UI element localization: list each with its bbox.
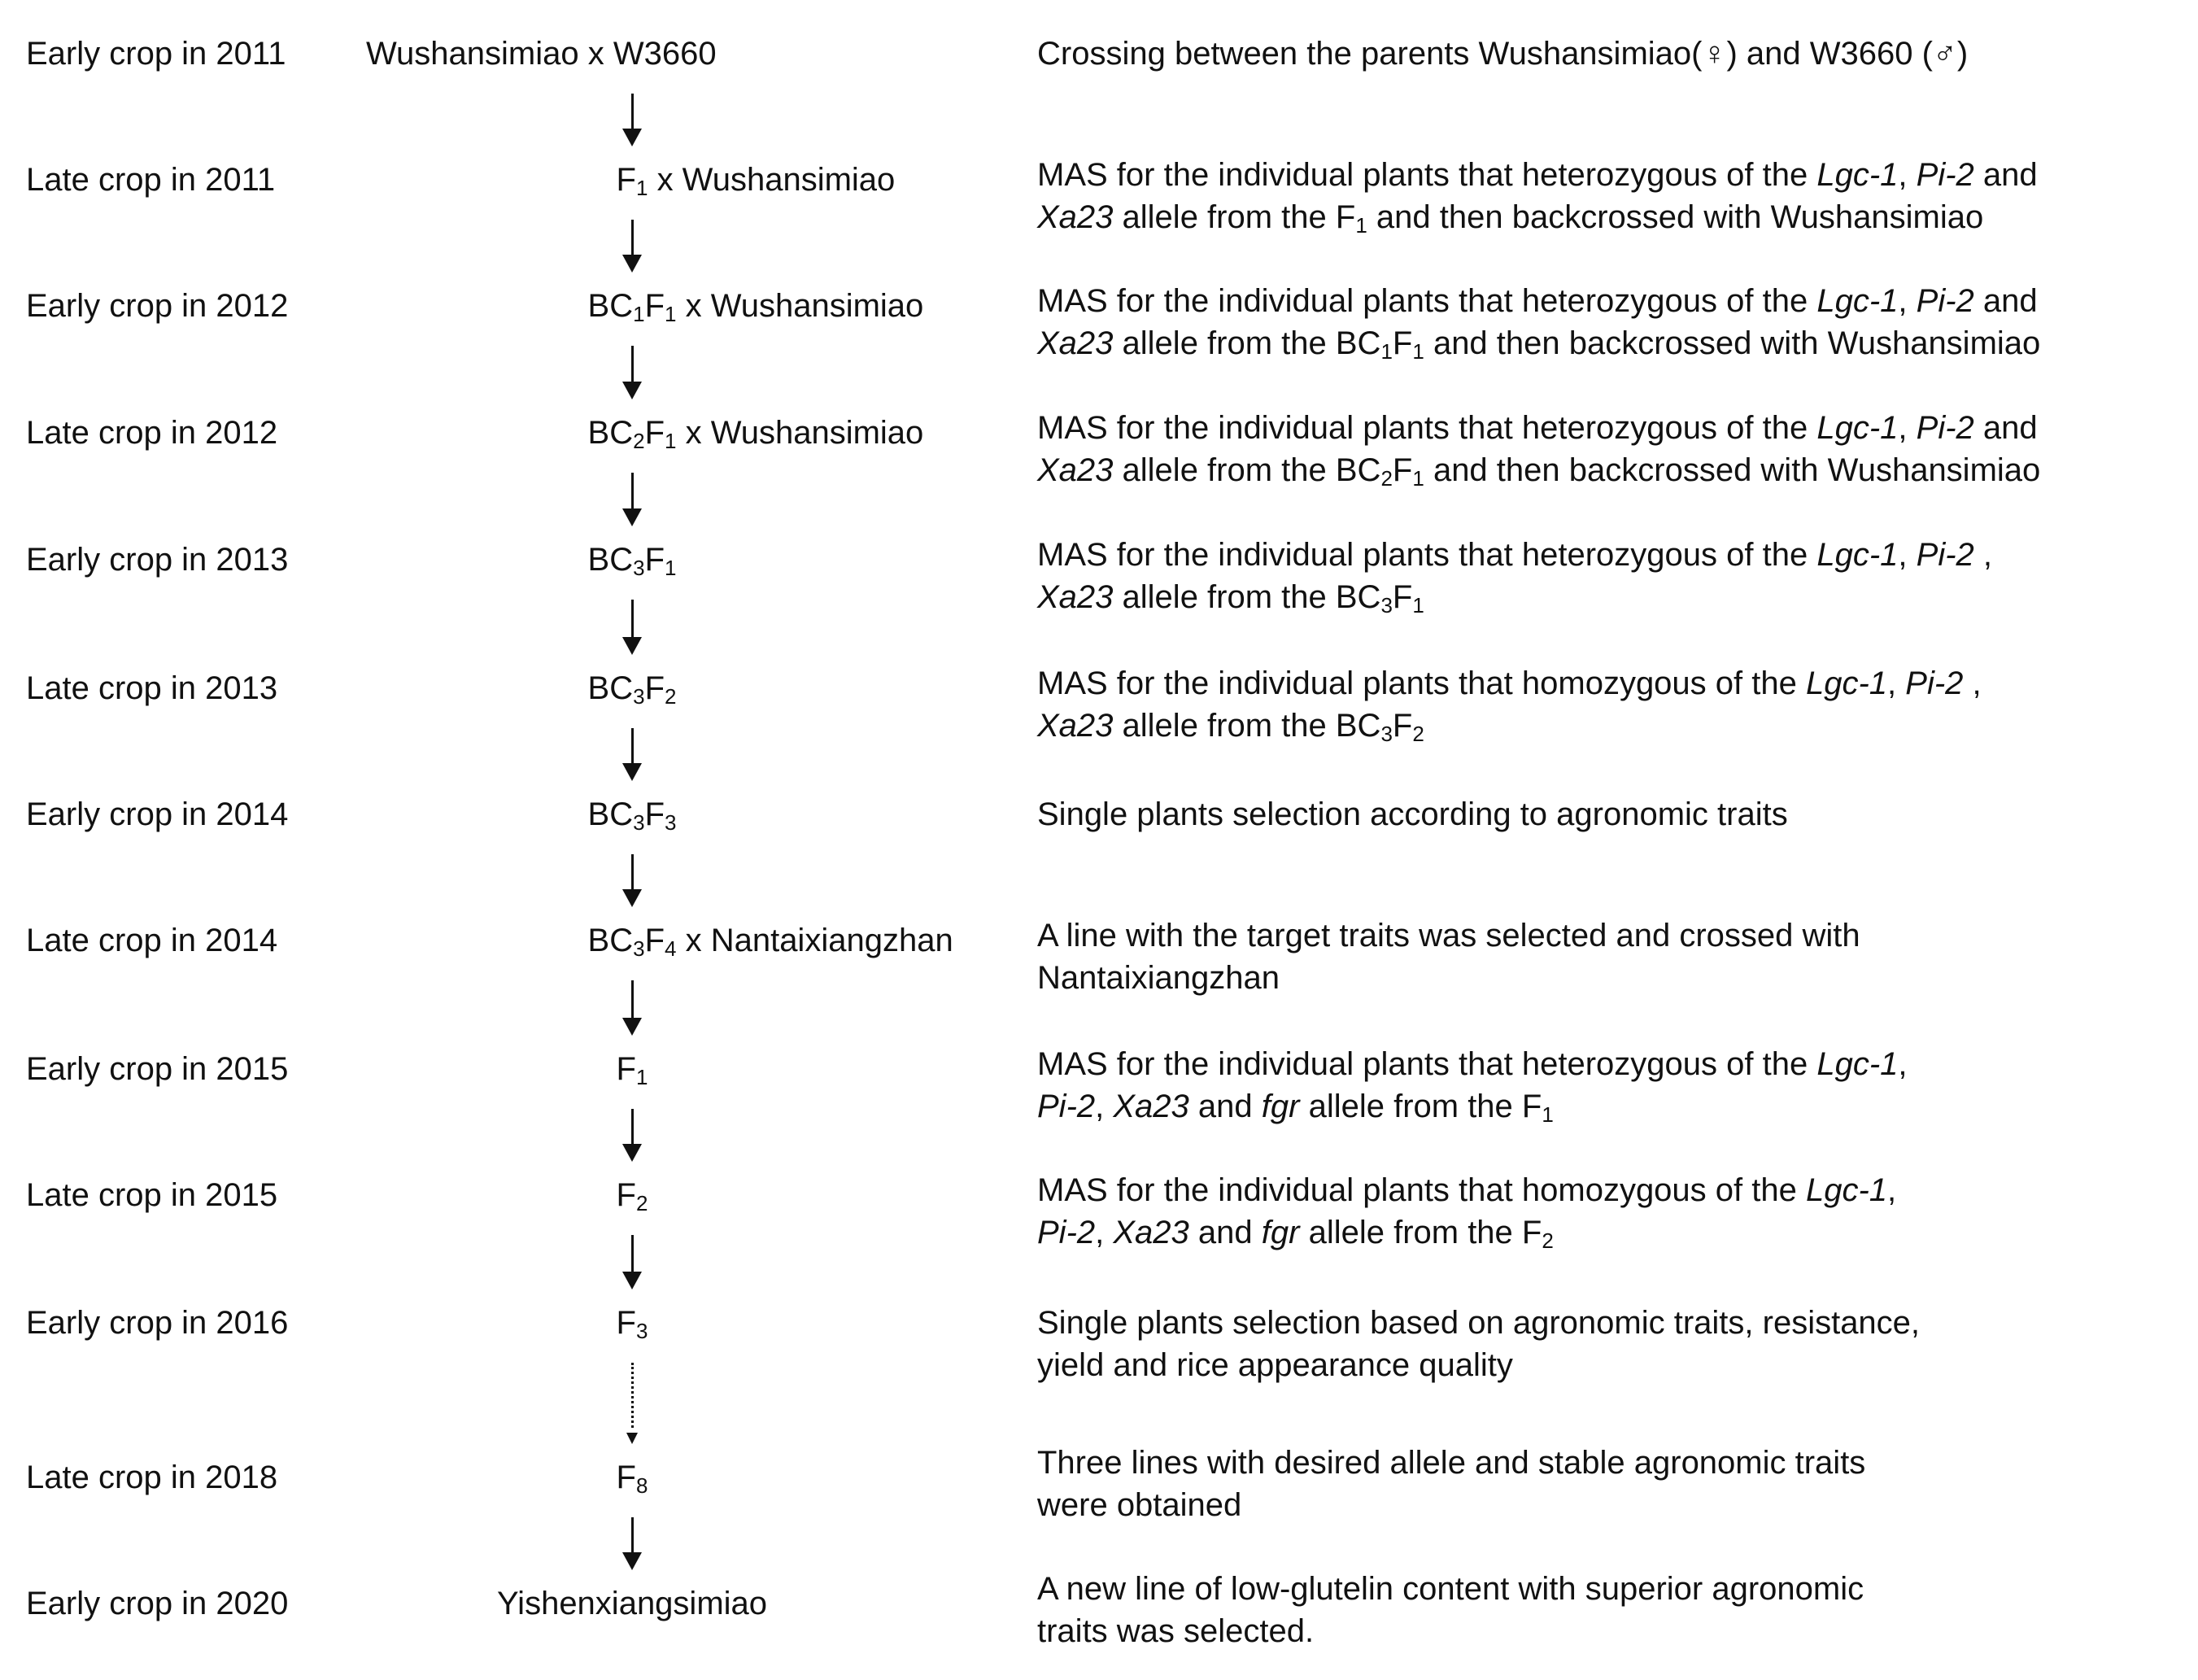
step-season: Early crop in 2014 xyxy=(26,796,289,832)
step-season: Early crop in 2012 xyxy=(26,288,289,324)
arrow-head xyxy=(622,1018,642,1036)
description-line: Xa23 allele from the $BC_1F_1$ and then backcrossed with Wushansimiao xyxy=(1037,325,2041,364)
step-description xyxy=(1037,1302,1920,1386)
arrow-shaft xyxy=(631,980,634,1019)
arrow-shaft xyxy=(631,728,634,765)
description-line: Pi-2, Xa23 and fgr allele from the $F_1$ xyxy=(1037,1089,1554,1127)
description-line: traits was selected. xyxy=(1037,1613,1315,1649)
step-row: Early crop in 2016 $F_3$ Single plants selection based on agronomic traits, resistance, yield and rice appearance quality xyxy=(0,1302,2198,1399)
description-line: MAS for the individual plants that homozygous of the Lgc-1, xyxy=(1037,1172,1897,1208)
description-line: A new line of low-glutelin content with superior agronomic xyxy=(1037,1571,1864,1607)
description-line: MAS for the individual plants that heterozygous of the Lgc-1, Pi-2 and xyxy=(1037,157,2038,193)
step-description xyxy=(1037,1043,1908,1128)
arrow-head xyxy=(622,129,642,146)
step-description xyxy=(1037,407,2040,491)
arrow-head xyxy=(622,1552,642,1570)
step-season: Early crop in 2020 xyxy=(26,1586,289,1621)
step-row: Late crop in 2012 $BC_2F_1$ x Wushansimiao MAS for the individual plants that heterozygous of the Lgc-1, Pi-2 and Xa23 allele from the $BC_2F_1$ and then backcrossed with Wushansimiao xyxy=(0,412,2198,509)
description-line: Single plants selection according to agronomic traits xyxy=(1037,796,1788,832)
arrow-shaft xyxy=(631,854,634,891)
arrow-head xyxy=(622,763,642,781)
arrow-head xyxy=(622,637,642,655)
step-season: Early crop in 2011 xyxy=(26,36,286,72)
arrow-shaft xyxy=(631,1363,634,1428)
description-line: MAS for the individual plants that heterozygous of the Lgc-1, xyxy=(1037,1046,1908,1082)
description-line: MAS for the individual plants that heterozygous of the Lgc-1, Pi-2 , xyxy=(1037,537,1993,573)
step-description xyxy=(1037,534,1992,618)
step-season: Late crop in 2015 xyxy=(26,1177,278,1213)
step-description xyxy=(1037,914,1860,999)
down-arrow-icon xyxy=(620,473,644,526)
arrow-head xyxy=(622,1272,642,1289)
description-line: yield and rice appearance quality xyxy=(1037,1347,1513,1383)
down-arrow-icon xyxy=(620,220,644,273)
description-line: were obtained xyxy=(1037,1487,1242,1523)
arrow-head xyxy=(626,1433,638,1444)
step-season: Late crop in 2013 xyxy=(26,670,278,706)
step-description xyxy=(1037,662,1982,747)
step-season: Early crop in 2013 xyxy=(26,542,289,578)
arrow-shaft xyxy=(631,1109,634,1145)
description-line: Xa23 allele from the $BC_3F_2$ xyxy=(1037,708,1424,746)
arrow-shaft xyxy=(631,600,634,639)
step-row: Early crop in 2011 Wushansimiao x W3660 Crossing between the parents Wushansimiao(♀) and W3660 (♂) xyxy=(0,33,2198,130)
down-arrow-icon xyxy=(620,980,644,1036)
description-line: Pi-2, Xa23 and fgr allele from the $F_2$ xyxy=(1037,1215,1554,1253)
down-arrow-icon xyxy=(620,1235,644,1289)
step-row: Early crop in 2013 $BC_3F_1$ MAS for the individual plants that heterozygous of the Lgc-1, Pi-2 , Xa23 allele from the $BC_3F_1$ xyxy=(0,539,2198,636)
step-row: Late crop in 2013 $BC_3F_2$ MAS for the individual plants that homozygous of the Lgc-1, Pi-2 , Xa23 allele from the $BC_3F_2$ xyxy=(0,667,2198,765)
description-line: Nantaixiangzhan xyxy=(1037,960,1280,996)
description-line: Crossing between the parents Wushansimiao(♀) and W3660 (♂) xyxy=(1037,36,1969,72)
arrow-shaft xyxy=(631,220,634,256)
down-arrow-icon xyxy=(620,600,644,655)
description-line: A line with the target traits was selected and crossed with xyxy=(1037,918,1860,953)
step-row: Early crop in 2014 $BC_3F_3$ Single plants selection according to agronomic traits xyxy=(0,793,2198,891)
step-season: Late crop in 2011 xyxy=(26,162,276,198)
arrow-shaft xyxy=(631,473,634,510)
down-arrow-icon xyxy=(620,1109,644,1162)
down-arrow-icon xyxy=(620,1363,644,1444)
step-description xyxy=(1037,33,1968,75)
step-season: Early crop in 2015 xyxy=(26,1051,289,1087)
arrow-shaft xyxy=(631,346,634,383)
step-row: Early crop in 2015 $F_1$ MAS for the individual plants that heterozygous of the Lgc-1, Pi-2, Xa23 and fgr allele from the $F_1$ xyxy=(0,1048,2198,1145)
arrow-shaft xyxy=(631,1517,634,1554)
step-description xyxy=(1037,154,2038,238)
description-line: Xa23 allele from the $BC_3F_1$ xyxy=(1037,579,1424,617)
down-arrow-icon xyxy=(620,94,644,146)
step-season: Late crop in 2014 xyxy=(26,923,278,958)
step-row: Late crop in 2018 $F_8$ Three lines with desired allele and stable agronomic traits were obtained xyxy=(0,1456,2198,1554)
arrow-head xyxy=(622,1144,642,1162)
description-line: MAS for the individual plants that heterozygous of the Lgc-1, Pi-2 and xyxy=(1037,410,2038,446)
step-description xyxy=(1037,1568,1864,1652)
step-season: Late crop in 2012 xyxy=(26,415,278,451)
description-line: Xa23 allele from the $F_1$ and then backcrossed with Wushansimiao xyxy=(1037,199,1984,238)
down-arrow-icon xyxy=(620,346,644,399)
description-line: Single plants selection based on agronomic traits, resistance, xyxy=(1037,1305,1921,1341)
arrow-head xyxy=(622,889,642,907)
arrow-shaft xyxy=(631,1235,634,1273)
description-line: Three lines with desired allele and stable agronomic traits xyxy=(1037,1445,1866,1481)
description-line: MAS for the individual plants that heterozygous of the Lgc-1, Pi-2 and xyxy=(1037,283,2038,319)
step-description xyxy=(1037,1169,1896,1254)
step-row: Late crop in 2014 $BC_3F_4$ x Nantaixiangzhan A line with the target traits was selected and crossed with Nantaixiangzhan xyxy=(0,919,2198,1017)
down-arrow-icon xyxy=(620,854,644,907)
arrow-head xyxy=(622,382,642,399)
down-arrow-icon xyxy=(620,1517,644,1570)
step-description xyxy=(1037,280,2040,364)
step-row: Early crop in 2012 $BC_1F_1$ x Wushansimiao MAS for the individual plants that heterozygous of the Lgc-1, Pi-2 and Xa23 allele from the $BC_1F_1$ and then backcrossed with Wushansimiao xyxy=(0,285,2198,382)
description-line: MAS for the individual plants that homozygous of the Lgc-1, Pi-2 , xyxy=(1037,665,1982,701)
arrow-head xyxy=(622,508,642,526)
step-row: Late crop in 2011 $F_1$ x Wushansimiao MAS for the individual plants that heterozygous of the Lgc-1, Pi-2 and Xa23 allele from the $F_1$ and then backcrossed with Wushansimiao xyxy=(0,159,2198,256)
arrow-head xyxy=(622,255,642,273)
step-season: Early crop in 2016 xyxy=(26,1305,289,1341)
step-description xyxy=(1037,793,1788,836)
description-line: Xa23 allele from the $BC_2F_1$ and then backcrossed with Wushansimiao xyxy=(1037,452,2041,491)
step-season: Late crop in 2018 xyxy=(26,1460,278,1495)
step-row: Late crop in 2015 $F_2$ MAS for the individual plants that homozygous of the Lgc-1, Pi-2, Xa23 and fgr allele from the $F_2$ xyxy=(0,1174,2198,1272)
arrow-shaft xyxy=(631,94,634,130)
step-description xyxy=(1037,1442,1865,1526)
down-arrow-icon xyxy=(620,728,644,781)
step-row: Early crop in 2020 Yishenxiangsimiao A new line of low-glutelin content with superior agronomic traits was selected. xyxy=(0,1582,2198,1680)
